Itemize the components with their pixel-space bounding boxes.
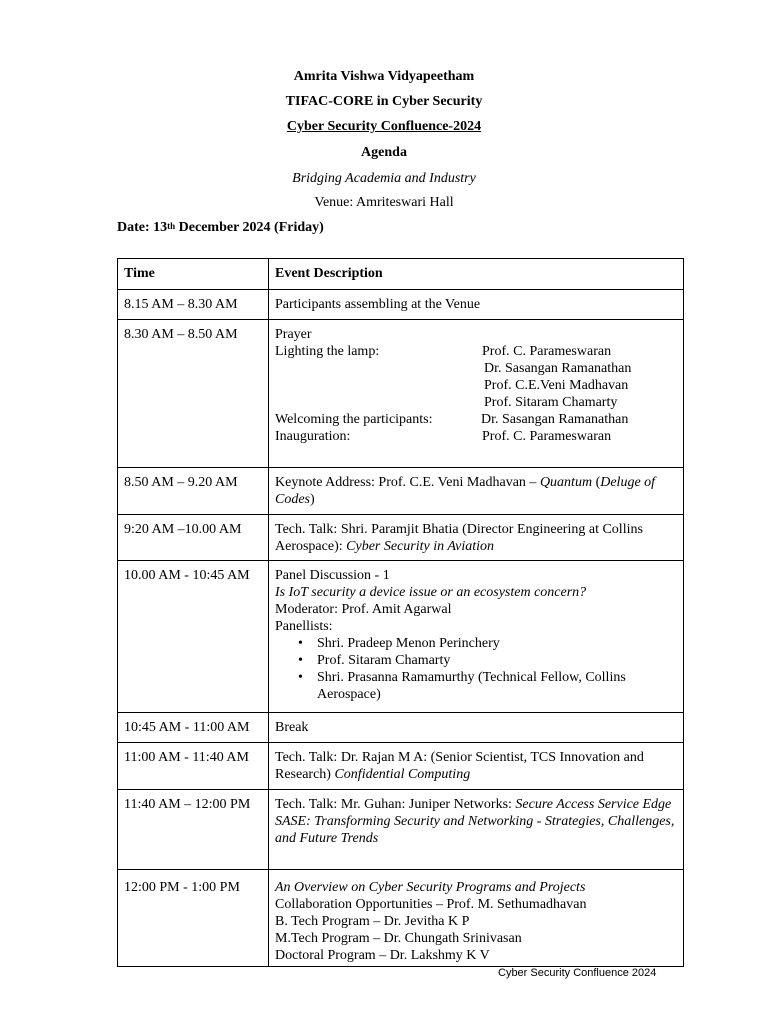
time-cell: 11:00 AM - 11:40 AM — [118, 743, 269, 790]
welcome-label: Welcoming the participants: — [275, 412, 433, 427]
lamp-name: Dr. Sasangan Ramanathan — [484, 361, 632, 376]
program-line: Collaboration Opportunities – Prof. M. Sethumadhavan — [275, 897, 587, 912]
event-cell — [269, 790, 684, 870]
table-row — [118, 561, 684, 713]
page-footer: Cyber Security Confluence 2024 — [498, 967, 657, 979]
center-name: TIFAC-CORE in Cyber Security — [285, 94, 483, 109]
panel-title: Panel Discussion - 1 — [275, 568, 390, 583]
date-prefix: Date: 13 — [117, 220, 168, 235]
talk-text: Tech. Talk: Mr. Guhan: Juniper Networks: — [275, 797, 516, 812]
welcome-name: Dr. Sasangan Ramanathan — [481, 412, 629, 427]
time-cell: 10:45 AM - 11:00 AM — [118, 713, 269, 743]
table-row — [118, 468, 684, 515]
inauguration-row — [275, 428, 677, 445]
talk-topic: Secure Access Service Edge SASE: Transforming Security and Networking - Strategies, Challenges, and Future Trends — [275, 797, 675, 846]
event-cell — [269, 468, 684, 515]
event-cell — [269, 320, 684, 468]
col-header-time: Time — [118, 259, 269, 290]
tagline: Bridging Academia and Industry — [292, 171, 476, 186]
agenda-table — [117, 258, 684, 967]
list-item: • Shri. Pradeep Menon Perinchery — [317, 635, 677, 652]
event-cell — [269, 515, 684, 561]
event-cell — [269, 743, 684, 790]
program-line: M.Tech Program – Dr. Chungath Srinivasan — [275, 931, 522, 946]
time-cell: 8.15 AM – 8.30 AM — [118, 290, 269, 320]
venue: Venue: Amriteswari Hall — [314, 195, 454, 210]
lamp-row-3 — [275, 377, 677, 394]
prayer-text: Prayer — [275, 327, 312, 342]
university-name: Amrita Vishwa Vidyapeetham — [293, 69, 475, 84]
program-line: Doctoral Program – Dr. Lakshmy K V — [275, 948, 490, 963]
lamp-name: Prof. C. Parameswaran — [482, 344, 612, 359]
keynote-paren-close: ) — [310, 492, 315, 507]
event-title — [0, 119, 768, 135]
lamp-row — [275, 343, 677, 360]
event-title-text: Cyber Security Confluence-2024 — [286, 119, 482, 134]
time-cell: 8.50 AM – 9.20 AM — [118, 468, 269, 515]
welcome-row — [275, 411, 677, 428]
date-rest: December 2024 (Friday) — [175, 220, 324, 235]
table-row — [118, 790, 684, 870]
overview-title: An Overview on Cyber Security Programs and Projects — [275, 880, 586, 895]
table-row — [118, 320, 684, 468]
inauguration-label: Inauguration: — [275, 429, 351, 444]
lamp-label: Lighting the lamp: — [275, 344, 380, 359]
table-row — [118, 870, 684, 967]
event-cell: Break — [269, 713, 684, 743]
keynote-paren-open: ( — [592, 475, 601, 490]
program-line: B. Tech Program – Dr. Jevitha K P — [275, 914, 470, 929]
talk-text: Tech. Talk: Dr. Rajan M A: (Senior Scientist, TCS Innovation and Research) — [275, 750, 644, 782]
table-header-row — [118, 259, 684, 290]
col-header-event: Event Description — [269, 259, 684, 290]
table-row — [118, 515, 684, 561]
panellists-label: Panellists: — [275, 619, 333, 634]
talk-topic: Cyber Security in Aviation — [346, 539, 495, 554]
panellists-list — [275, 635, 677, 703]
table-row — [118, 290, 684, 320]
time-cell: 8.30 AM – 8.50 AM — [118, 320, 269, 468]
lamp-name: Prof. C.E.Veni Madhavan — [484, 378, 629, 393]
event-cell — [269, 870, 684, 967]
keynote-topic: Quantum — [539, 475, 593, 490]
list-item: • Prof. Sitaram Chamarty — [317, 652, 677, 669]
time-cell: 12:00 PM - 1:00 PM — [118, 870, 269, 967]
list-item: • Shri. Prasanna Ramamurthy (Technical Fellow, Collins Aerospace) — [317, 669, 677, 703]
event-cell — [269, 561, 684, 713]
agenda-heading: Agenda — [361, 145, 407, 160]
panel-question: Is IoT security a device issue or an ecosystem concern? — [275, 585, 587, 600]
talk-text: Tech. Talk: Shri. Paramjit Bhatia (Director Engineering at Collins Aerospace): — [275, 522, 643, 554]
table-row — [118, 743, 684, 790]
panel-moderator: Moderator: Prof. Amit Agarwal — [275, 602, 452, 617]
lamp-row-2 — [275, 360, 677, 377]
lamp-row-4 — [275, 394, 677, 411]
event-date — [117, 219, 324, 237]
time-cell: 10.00 AM - 10:45 AM — [118, 561, 269, 713]
keynote-subtopic: Deluge of Codes — [275, 475, 656, 507]
time-cell: 9:20 AM –10.00 AM — [118, 515, 269, 561]
keynote-text: Keynote Address: Prof. C.E. Veni Madhavan – — [275, 475, 540, 490]
date-suffix: th — [167, 221, 176, 231]
event-cell: Participants assembling at the Venue — [269, 290, 684, 320]
inauguration-name: Prof. C. Parameswaran — [482, 429, 612, 444]
talk-topic: Confidential Computing — [334, 767, 471, 782]
table-row — [118, 713, 684, 743]
lamp-name: Prof. Sitaram Chamarty — [484, 395, 618, 410]
time-cell: 11:40 AM – 12:00 PM — [118, 790, 269, 870]
